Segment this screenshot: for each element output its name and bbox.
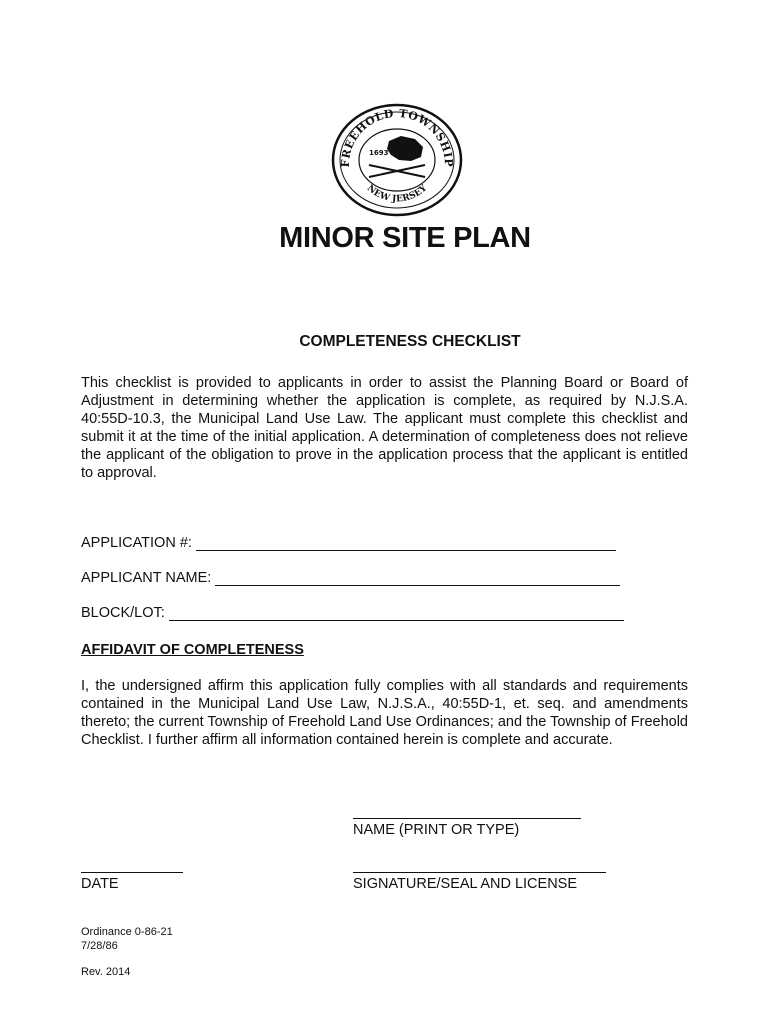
- seal-emblem-icon: [387, 136, 423, 161]
- applicant-name-line[interactable]: [215, 572, 620, 586]
- signature-line[interactable]: [353, 872, 606, 873]
- ordinance-number: Ordinance 0-86-21: [81, 926, 173, 938]
- seal-bottom-text: NEW JERSEY: [364, 183, 430, 205]
- name-label: NAME (PRINT OR TYPE): [353, 822, 520, 838]
- block-lot-line[interactable]: [169, 607, 624, 621]
- affidavit-heading: AFFIDAVIT OF COMPLETENESS: [81, 642, 304, 658]
- applicant-name-field: [81, 570, 620, 586]
- township-seal: [331, 103, 463, 218]
- name-signature-line[interactable]: [353, 818, 581, 819]
- block-lot-label: BLOCK/LOT:: [81, 605, 165, 621]
- seal-year: 1693: [369, 149, 389, 157]
- applicant-name-label: APPLICANT NAME:: [81, 570, 212, 586]
- ordinance-date: 7/28/86: [81, 940, 118, 952]
- revision-label: Rev. 2014: [81, 966, 131, 978]
- signature-label: SIGNATURE/SEAL AND LICENSE: [353, 876, 578, 892]
- date-line[interactable]: [81, 872, 183, 873]
- affidavit-paragraph: I, the undersigned affirm this application fully complies with all standards and requirements contained in the Municipal Land Use Law, N.J.S.A., 40:55D-1, et. seq. and amendments thereto; the current Township of Freehold Land Use Ordinances; and the Township of Freehold Checklist. I further affirm all information contained herein is complete and accurate.: [81, 678, 688, 748]
- document-title: MINOR SITE PLAN: [279, 222, 531, 254]
- application-number-line[interactable]: [196, 537, 616, 551]
- document-subtitle: COMPLETENESS CHECKLIST: [299, 333, 521, 350]
- svg-text:NEW JERSEY: [365, 183, 430, 204]
- application-number-field: [81, 535, 616, 551]
- date-label: DATE: [81, 876, 119, 892]
- intro-paragraph: This checklist is provided to applicants in order to assist the Planning Board or Board of Adjustment in determining whether the application is complete, as required by N.J.S.A. 40:55D-10.3, the Municipal Land Use Law. The applicant must complete this checklist and submit it at the time of the initial application. A determination of completeness does not relieve the applicant of the obligation to prove in the application process that the applicant is entitled to approval.: [81, 375, 688, 481]
- application-number-label: APPLICATION #:: [81, 535, 192, 551]
- block-lot-field: [81, 605, 624, 621]
- seal-top-text: FREEHOLD TOWNSHIP: [338, 106, 456, 168]
